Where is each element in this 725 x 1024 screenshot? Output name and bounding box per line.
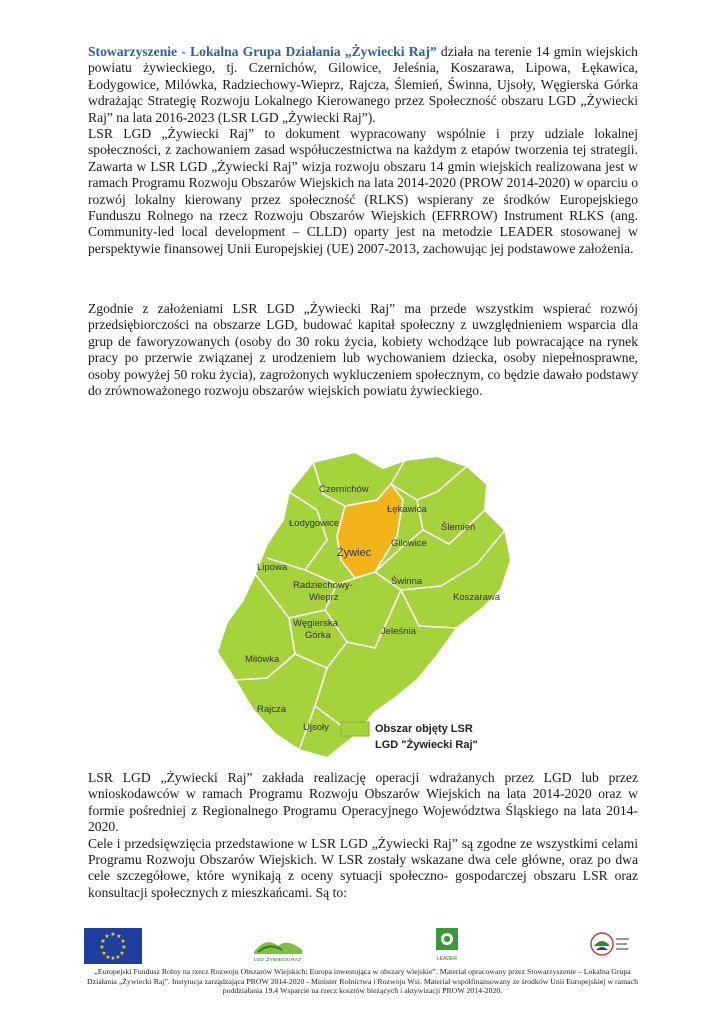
map-label-slemien: Ślemień: [441, 522, 476, 533]
svg-text:★: ★: [110, 931, 116, 938]
svg-text:★: ★: [100, 938, 106, 945]
map-label-lekawica: Łękawica: [387, 504, 427, 515]
svg-text:★: ★: [99, 944, 105, 951]
svg-text:★: ★: [105, 954, 111, 961]
svg-text:★: ★: [119, 950, 125, 957]
lsr-description: LSR LGD „Żywiecki Raj” to dokument wypracowany wspólnie i przy udziale lokalnej społeczności, z zachowaniem zasad współuczestnictwa na każdym z etapów tworzenia tej strategii. Zawarta w LSR LGD „Żywiecki Raj” wizja rozwoju obszaru 14 gmin wiejskich realizowana jest w ramach Programu Rozwoju Obszarów Wiejskich na lata 2014-2020 (PROW 2014-2020) w oparciu o rozwój lokalny kierowany przez społeczność (RLKS) wspierany ze środków Europejskiego Funduszu Rolnego na rzecz Rozwoju Obszarów Wiejskich (EFRROW) Instrument RLKS (ang. Community-led local development – CLLD) oparty jest na metodzie LEADER stosowanej w perspektywie finansowej Unii Europejskiej (UE) 2007-2013, zachowując jej podstawowe założenia.: [88, 126, 638, 256]
lgd-area-map: [205, 440, 525, 768]
svg-text:LGD „ŻYWIECKI RAJ”: LGD „ŻYWIECKI RAJ”: [254, 958, 302, 963]
map-label-koszarawa: Koszarawa: [453, 592, 500, 603]
map-label-gorka: Górka: [305, 630, 331, 641]
leader-logo: [432, 926, 462, 966]
legend-swatch: [341, 722, 369, 736]
goals-paragraph: Zgodnie z założeniami LSR LGD „Żywiecki Raj” ma przede wszystkim wspierać rozwój przedsiębiorczości na obszarze LGD, budować kapitał społeczny z uwzględnieniem wsparcia dla grup de faworyzowanych (osoby do 30 roku życia, kobiety wchodzące lub powracające na rynek pracy po przerwie związanej z urodzeniem lub wychowaniem dziecka, osoby niepełnosprawne, osoby powyżej 50 roku życia), zagrożonych wykluczeniem społecznym, co będzie dawało podstawy do zrównoważonego rozwoju obszarów wiejskich powiatu żywieckiego.: [88, 301, 638, 399]
legend-line-2: LGD "Żywiecki Raj": [375, 739, 478, 751]
organization-name: Stowarzyszenie - Lokalna Grupa Działania „Żywiecki Raj”: [88, 44, 437, 59]
map-label-gilowice: Gilowice: [391, 538, 427, 549]
footer-disclaimer: „Europejski Fundusz Rolny na rzecz Rozwoju Obszarów Wiejskich: Europa inwestująca w obszary wiejskie”. Materiał opracowany przez Stowarzyszenie – Lokalna Grupa Działania „Żywiecki Raj”. Instytucja zarządzająca PROW 2014-2020 - Minister Rolnictwa i Rozwoju Wsi. Materiał współfinansowany ze środków Unii Europejskiej w ramach poddziałania 19.4 Wsparcie na rzecz kosztów bieżących i aktywizacji PROW 2014-2020.: [87, 967, 638, 996]
implementation-paragraph: [88, 770, 638, 901]
map-label-wieprz: Wieprz: [309, 592, 339, 603]
eu-flag-logo: [84, 928, 142, 964]
map-label-zywiec: Żywiec: [337, 547, 372, 559]
map-label-milowka: Milówka: [245, 654, 280, 665]
map-label-czernichow: Czernichów: [319, 484, 369, 495]
map-label-wegierska: Węgierska: [293, 618, 338, 629]
svg-text:LEADER: LEADER: [436, 956, 458, 962]
svg-text:★: ★: [120, 938, 126, 945]
lgd-zywiecki-raj-logo: [248, 928, 308, 964]
prow-logo: [588, 930, 632, 962]
svg-text:★: ★: [110, 955, 116, 962]
footer-logos: [80, 926, 640, 966]
svg-text:★: ★: [104, 933, 110, 940]
svg-text:★: ★: [115, 954, 121, 961]
intro-paragraph: [88, 44, 638, 257]
implementation-text: LSR LGD „Żywiecki Raj” zakłada realizację operacji wdrażanych przez LGD lub przez wnioskodawców w ramach Programu Rozwoju Obszarów Wiejskich na lata 2014-2020 oraz w formie pośredniej z Regionalnego Programu Operacyjnego Województwa Śląskiego na lata 2014-2020.: [88, 770, 638, 835]
svg-text:★: ★: [116, 933, 122, 940]
objectives-text: Cele i przedsięwzięcia przedstawione w LSR LGD „Żywiecki Raj” są zgodne ze wszystkimi celami Programu Rozwoju Obszarów Wiejskich. W LSR zostały wskazane dwa cele główne, oraz po dwa cele szczegółowe, które wynikają z oceny sytuacji społeczno- gospodarczej obszaru LSR oraz konsultacji społecznych z mieszkańcami. Są to:: [88, 835, 638, 900]
svg-text:★: ★: [121, 944, 127, 951]
svg-text:★: ★: [101, 950, 107, 957]
map-label-radziechowy: Radziechowy-: [293, 580, 353, 591]
map-label-swinna: Świnna: [391, 576, 423, 587]
map-label-jelesnia: Jeleśnia: [381, 626, 416, 637]
map-label-lodygowice: Łodygowice: [289, 518, 340, 529]
map-label-lipowa: Lipowa: [257, 562, 288, 573]
intro-text: działa na terenie 14 gmin wiejskich powiatu żywieckiego, tj. Czernichów, Gilowice, Jeleśnia, Koszarawa, Lipowa, Łękawica, Łodygowice, Milówka, Radziechowy-Wieprz, Rajcza, Ślemień, Świnna, Ujsoły, Węgierska Górka wdrażając Strategię Rozwoju Lokalnego Kierowanego przez Społeczność obszaru LGD „Żywiecki Raj” na lata 2016-2023 (LSR LGD „Żywiecki Raj”).: [88, 44, 638, 125]
map-label-rajcza: Rajcza: [257, 704, 287, 715]
map-label-ujsoly: Ujsoły: [303, 722, 329, 733]
legend-line-1: Obszar objęty LSR: [375, 723, 473, 735]
